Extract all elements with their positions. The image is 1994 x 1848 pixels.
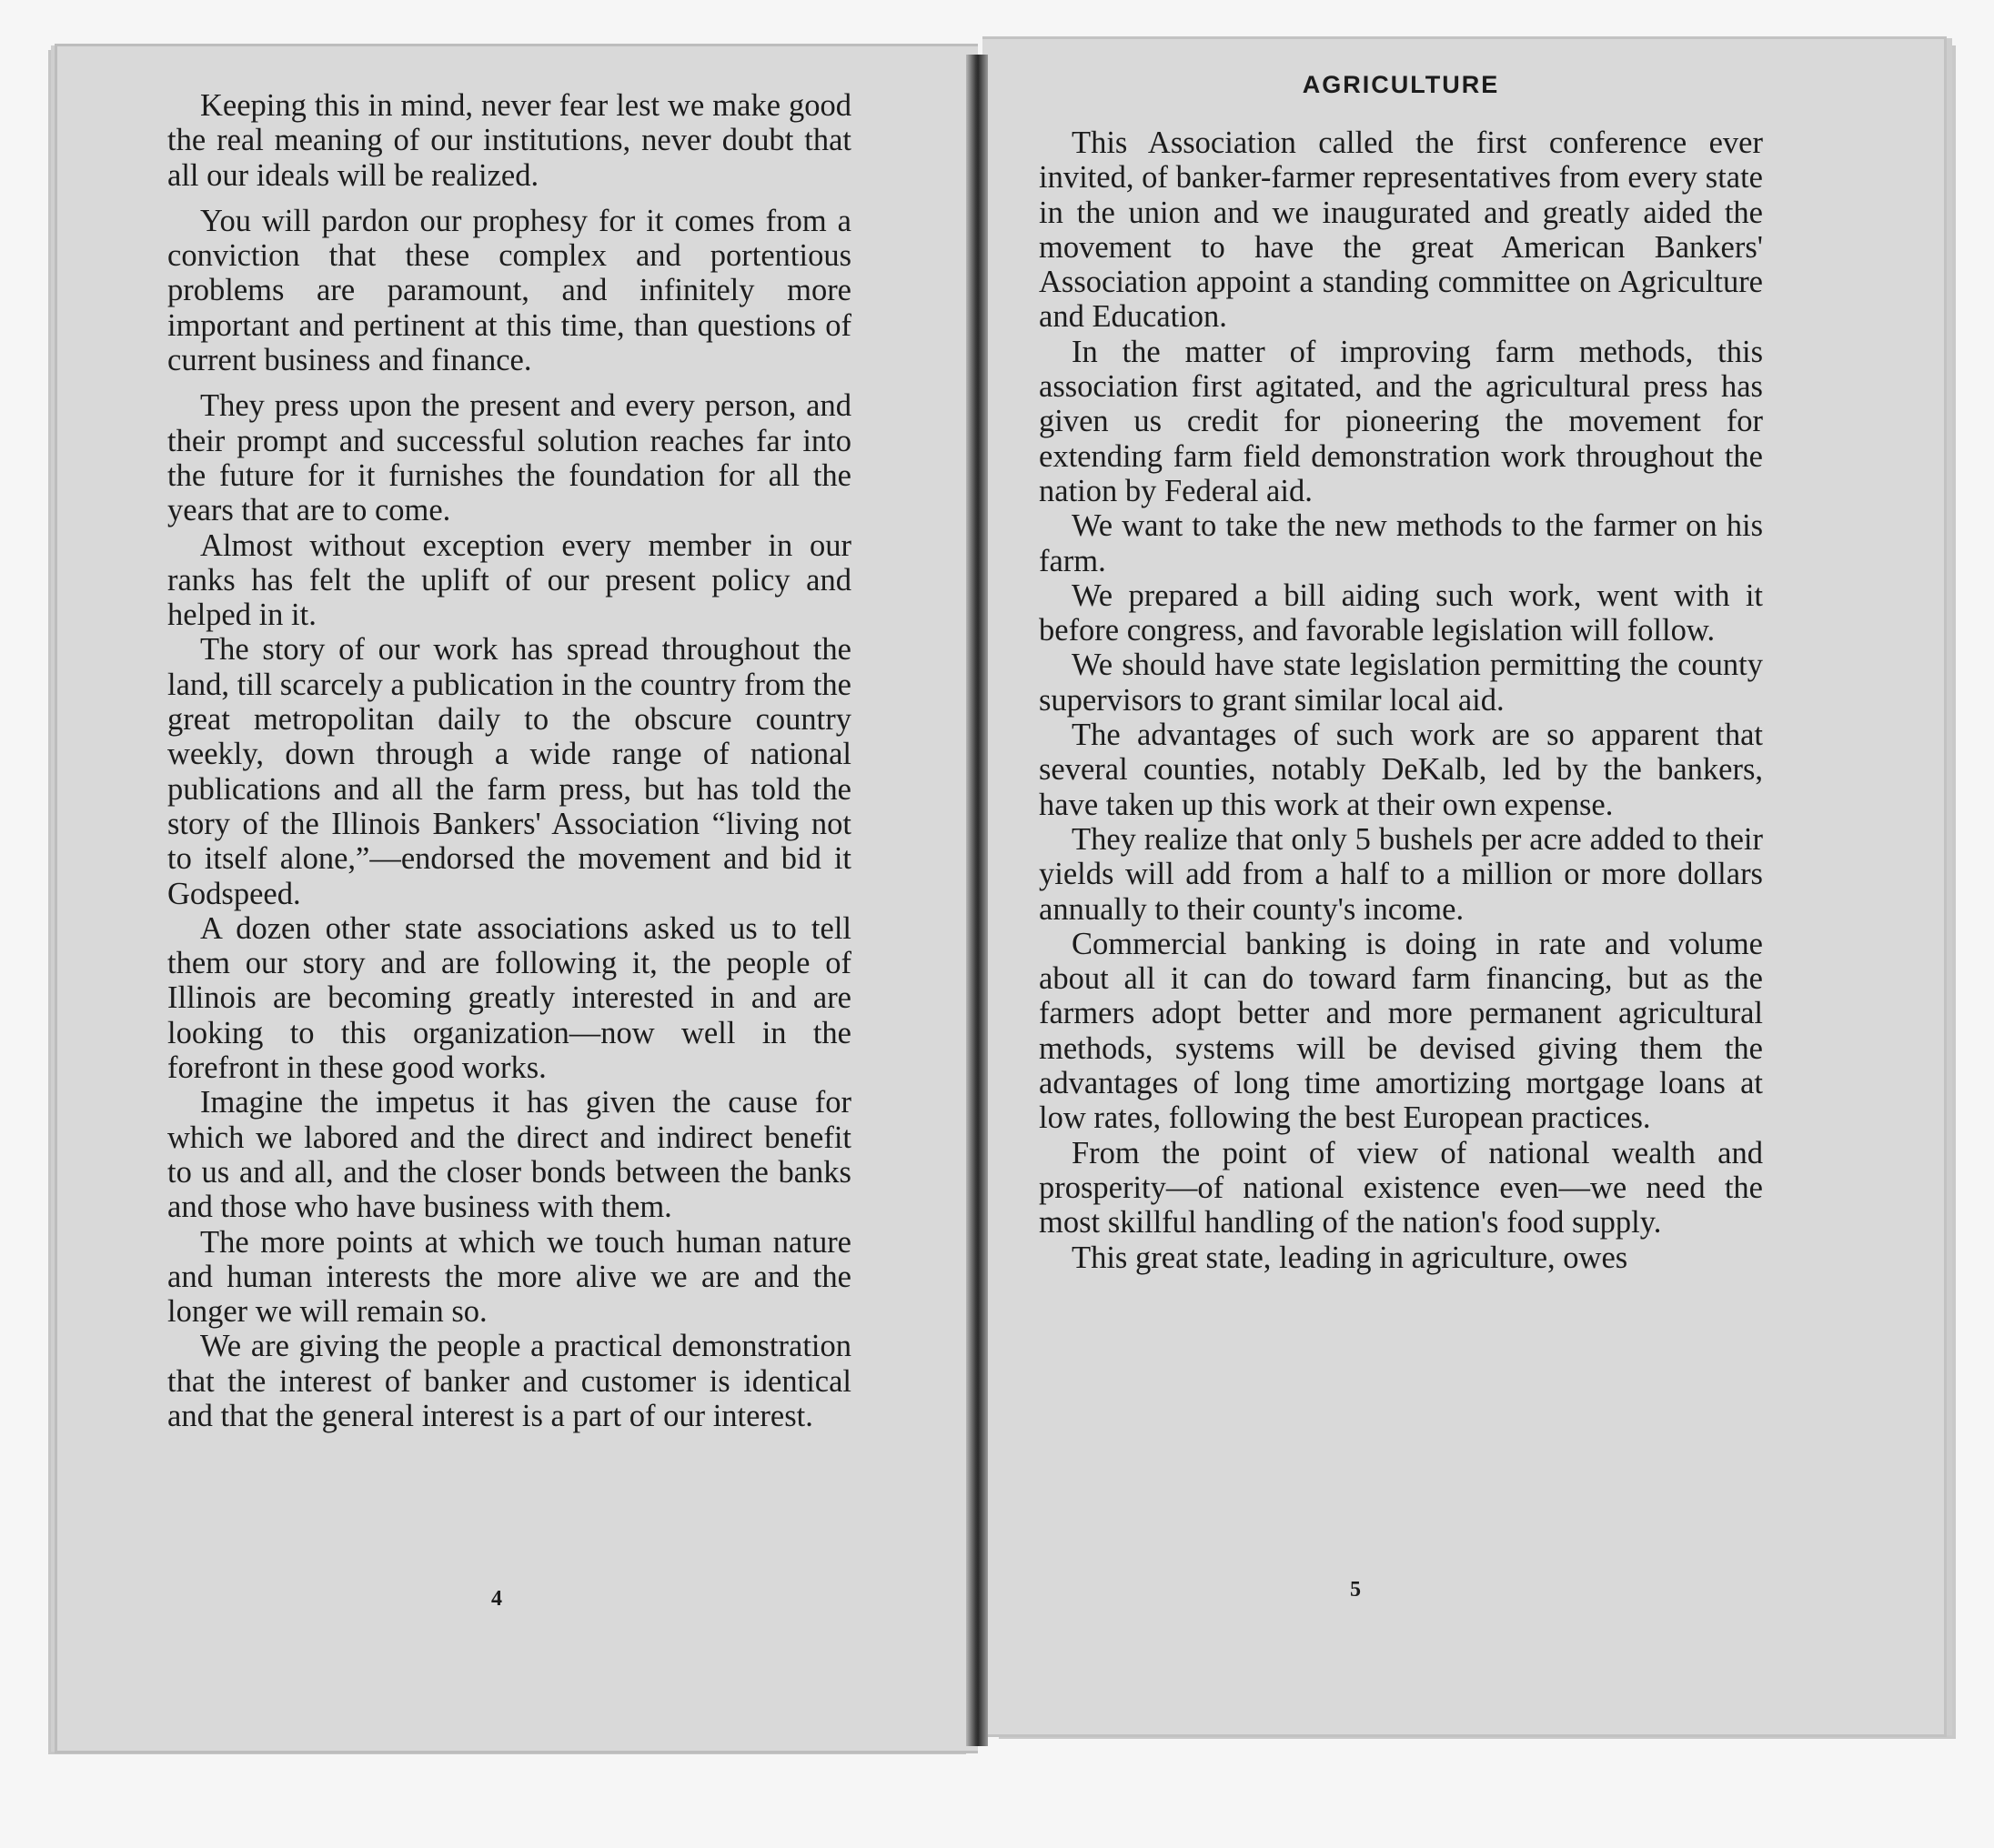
right-paragraph: They realize that only 5 bushels per acre added to their yields will add from a half to a million or more dollars annually to their county's income. [1039,821,1763,927]
left-paragraph: We are giving the people a practical demonstration that the interest of banker and customer is identical and that the general interest is a part of our interest. [167,1329,851,1433]
left-paragraph: The more points at which we touch human nature and human interests the more alive we are and the longer we will remain so. [167,1224,851,1330]
left-paragraph: They press upon the present and every person, and their prompt and successful solution reaches far into the future for it furnishes the foundation for all the years that are to come. [167,388,851,528]
right-paragraph: Commercial banking is doing in rate and volume about all it can do toward farm financing, but as the farmers adopt better and more permanent agricultural methods, systems will be devised giving them the advantages of long time amortizing mortgage loans at low rates, following the best European practices. [1039,926,1763,1136]
left-paragraph: Almost without exception every member in our ranks has felt the uplift of our present policy and helped in it. [167,527,851,633]
right-paragraph: The advantages of such work are so apparent that several counties, notably DeKalb, led by the bankers, have taken up this work at their own expense. [1039,718,1763,822]
left-paragraph: Keeping this in mind, never fear lest we make good the real meaning of our institutions, never doubt that all our ideals will be realized. [167,88,851,193]
left-paragraph: Imagine the impetus it has given the cause for which we labored and the direct and indirect benefit to us and all, and the closer bonds between the banks and those who have business with them. [167,1085,851,1225]
right-paragraph: From the point of view of national wealth and prosperity—of national existence even—we need the most skillful handling of the nation's food supply. [1039,1135,1763,1240]
right-paragraph: We want to take the new methods to the farmer on his farm. [1039,508,1763,578]
right-paragraph: We should have state legislation permitting the county supervisors to grant similar local aid. [1039,648,1763,718]
right-page-text [1039,126,1763,1275]
right-page-number: 5 [1350,1578,1361,1602]
left-page-number: 4 [491,1587,502,1611]
right-paragraph: This Association called the first conference ever invited, of banker-farmer representatives from every state in the union and we inaugurated and greatly aided the movement to have the great American Bankers' Association appoint a standing committee on Agriculture and Education. [1039,126,1763,335]
running-head: AGRICULTURE [1302,71,1500,98]
right-paragraph: In the matter of improving farm methods, this association first agitated, and the agricultural press has given us credit for pioneering the movement for extending farm field demonstration work throughout the nation by Federal aid. [1039,334,1763,508]
book-gutter [966,55,988,1746]
left-paragraph: You will pardon our prophesy for it comes from a conviction that these complex and portentious problems are paramount, and infinitely more important and pertinent at this time, than questions of current business and finance. [167,203,851,378]
left-page-text [167,88,851,1433]
left-paragraph: A dozen other state associations asked us to tell them our story and are following it, the people of Illinois are becoming greatly interested in and are looking to this organization—now well in the forefront in these good works. [167,910,851,1086]
left-paragraph: The story of our work has spread throughout the land, till scarcely a publication in the country from the great metropolitan daily to the obscure country weekly, down through a wide range of national publications and all the farm press, but has told the story of the Illinois Bankers' Association “living not to itself alone,”—endorsed the movement and bid it Godspeed. [167,632,851,911]
right-paragraph: We prepared a bill aiding such work, went with it before congress, and favorable legislation will follow. [1039,578,1763,648]
right-paragraph: This great state, leading in agriculture, owes [1072,1240,1628,1275]
